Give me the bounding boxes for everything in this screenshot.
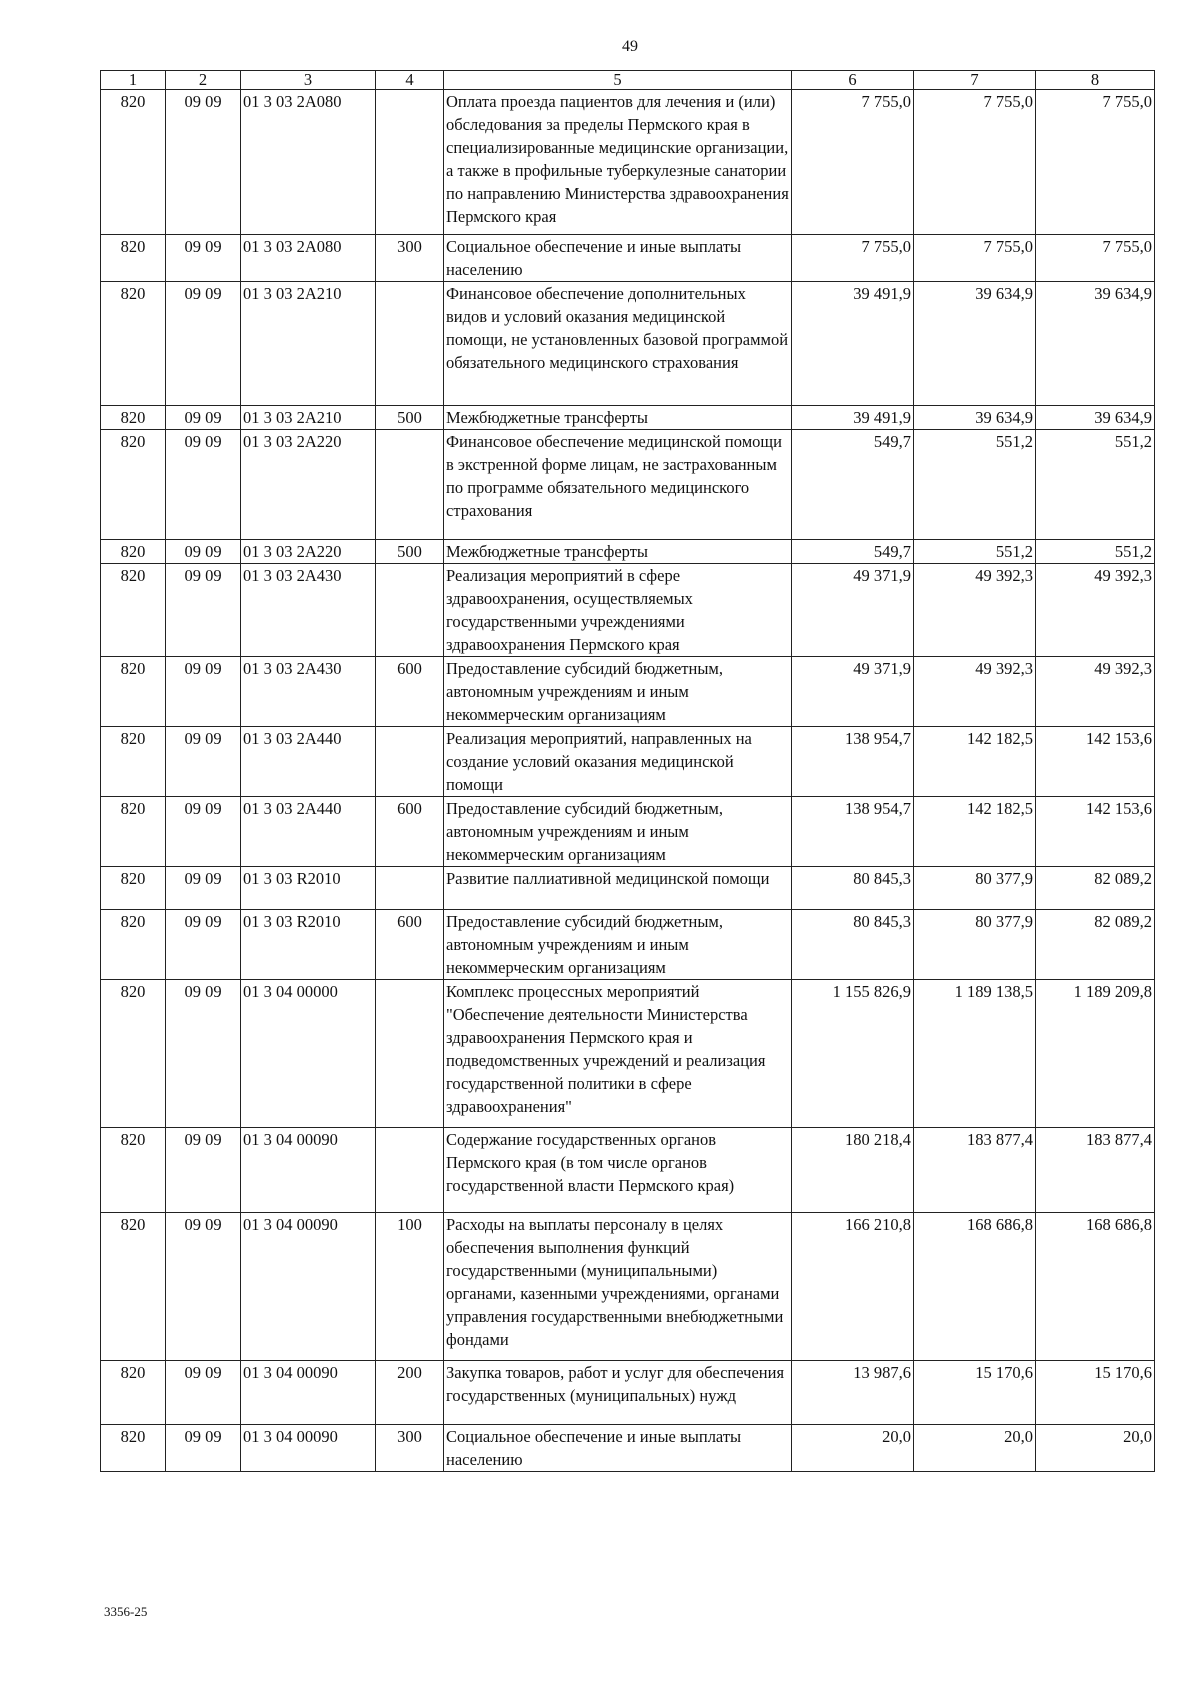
table-row (101, 90, 1155, 235)
cell-amount-8: 7 755,0 (1036, 90, 1155, 235)
cell-code-3: 01 3 04 00090 (241, 1213, 376, 1361)
table-body (101, 90, 1155, 1472)
cell-amount-7: 142 182,5 (914, 797, 1036, 867)
cell-amount-6: 80 845,3 (792, 910, 914, 980)
cell-code-3: 01 3 04 00090 (241, 1425, 376, 1472)
column-header: 2 (166, 71, 241, 90)
table-row (101, 1425, 1155, 1472)
cell-code-2: 09 09 (166, 657, 241, 727)
cell-amount-7: 142 182,5 (914, 727, 1036, 797)
cell-code-4: 600 (376, 657, 444, 727)
cell-code-2: 09 09 (166, 1425, 241, 1472)
column-header: 1 (101, 71, 166, 90)
cell-code-3: 01 3 04 00000 (241, 980, 376, 1128)
cell-amount-6: 39 491,9 (792, 282, 914, 406)
cell-amount-8: 20,0 (1036, 1425, 1155, 1472)
cell-code-4: 100 (376, 1213, 444, 1361)
table-row (101, 1213, 1155, 1361)
cell-description: Оплата проезда пациентов для лечения и (или) обследования за пределы Пермского края в специализированные медицинские организации, а также в профильные туберкулезные санатории по направлению Министерства здравоохранения Пермского края (444, 90, 792, 235)
cell-code-4: 600 (376, 910, 444, 980)
table-row (101, 282, 1155, 406)
table-row (101, 657, 1155, 727)
cell-code-2: 09 09 (166, 867, 241, 910)
cell-amount-7: 80 377,9 (914, 867, 1036, 910)
cell-amount-7: 7 755,0 (914, 235, 1036, 282)
cell-code-3: 01 3 03 2А210 (241, 406, 376, 430)
cell-code-2: 09 09 (166, 1213, 241, 1361)
cell-code-4: 200 (376, 1361, 444, 1425)
cell-code-4 (376, 867, 444, 910)
column-header: 5 (444, 71, 792, 90)
table-header-row (101, 71, 1155, 90)
cell-amount-7: 39 634,9 (914, 406, 1036, 430)
cell-description: Закупка товаров, работ и услуг для обеспечения государственных (муниципальных) нужд (444, 1361, 792, 1425)
cell-code-1: 820 (101, 406, 166, 430)
cell-code-1: 820 (101, 1213, 166, 1361)
cell-code-4 (376, 1128, 444, 1213)
cell-amount-7: 15 170,6 (914, 1361, 1036, 1425)
table-row (101, 406, 1155, 430)
cell-code-1: 820 (101, 1128, 166, 1213)
cell-amount-8: 142 153,6 (1036, 727, 1155, 797)
table-row (101, 727, 1155, 797)
table-row (101, 867, 1155, 910)
column-header: 4 (376, 71, 444, 90)
column-header: 3 (241, 71, 376, 90)
cell-code-4 (376, 282, 444, 406)
cell-amount-6: 1 155 826,9 (792, 980, 914, 1128)
table-row (101, 1361, 1155, 1425)
cell-amount-7: 80 377,9 (914, 910, 1036, 980)
cell-amount-8: 82 089,2 (1036, 910, 1155, 980)
cell-amount-8: 551,2 (1036, 430, 1155, 540)
table-row (101, 797, 1155, 867)
table-row (101, 980, 1155, 1128)
cell-code-2: 09 09 (166, 430, 241, 540)
cell-amount-8: 551,2 (1036, 540, 1155, 564)
cell-code-4 (376, 564, 444, 657)
cell-description: Развитие паллиативной медицинской помощи (444, 867, 792, 910)
cell-code-4: 300 (376, 1425, 444, 1472)
budget-table (100, 70, 1155, 1472)
cell-code-1: 820 (101, 867, 166, 910)
cell-code-2: 09 09 (166, 1128, 241, 1213)
cell-code-4: 300 (376, 235, 444, 282)
cell-code-2: 09 09 (166, 540, 241, 564)
cell-description: Социальное обеспечение и иные выплаты населению (444, 235, 792, 282)
cell-code-2: 09 09 (166, 1361, 241, 1425)
page-number: 49 (622, 38, 638, 55)
cell-description: Социальное обеспечение и иные выплаты населению (444, 1425, 792, 1472)
cell-amount-7: 39 634,9 (914, 282, 1036, 406)
cell-amount-6: 7 755,0 (792, 90, 914, 235)
cell-description: Комплекс процессных мероприятий "Обеспечение деятельности Министерства здравоохранения Пермского края и подведомственных учреждений и реализация государственной политики в сфере здравоохранения" (444, 980, 792, 1128)
document-code: 3356-25 (104, 1604, 148, 1619)
cell-amount-8: 15 170,6 (1036, 1361, 1155, 1425)
cell-amount-6: 20,0 (792, 1425, 914, 1472)
cell-code-2: 09 09 (166, 564, 241, 657)
cell-code-1: 820 (101, 540, 166, 564)
column-header: 7 (914, 71, 1036, 90)
cell-description: Предоставление субсидий бюджетным, автономным учреждениям и иным некоммерческим организациям (444, 797, 792, 867)
cell-amount-8: 183 877,4 (1036, 1128, 1155, 1213)
cell-amount-7: 183 877,4 (914, 1128, 1036, 1213)
cell-code-3: 01 3 03 2А220 (241, 430, 376, 540)
cell-code-2: 09 09 (166, 910, 241, 980)
cell-description: Реализация мероприятий в сфере здравоохранения, осуществляемых государственными учреждениями здравоохранения Пермского края (444, 564, 792, 657)
cell-amount-8: 39 634,9 (1036, 282, 1155, 406)
cell-code-4 (376, 980, 444, 1128)
cell-amount-7: 551,2 (914, 430, 1036, 540)
cell-description: Предоставление субсидий бюджетным, автономным учреждениям и иным некоммерческим организациям (444, 910, 792, 980)
cell-amount-7: 168 686,8 (914, 1213, 1036, 1361)
column-header: 8 (1036, 71, 1155, 90)
cell-description: Содержание государственных органов Пермского края (в том числе органов государственной власти Пермского края) (444, 1128, 792, 1213)
cell-code-1: 820 (101, 430, 166, 540)
cell-code-3: 01 3 03 2А440 (241, 797, 376, 867)
cell-code-4: 600 (376, 797, 444, 867)
cell-code-4: 500 (376, 406, 444, 430)
cell-description: Расходы на выплаты персоналу в целях обеспечения выполнения функций государственными (муниципальными) органами, казенными учреждениями, органами управления государственными внебюджетными фондами (444, 1213, 792, 1361)
cell-code-1: 820 (101, 282, 166, 406)
table-row (101, 564, 1155, 657)
cell-code-2: 09 09 (166, 282, 241, 406)
cell-code-2: 09 09 (166, 980, 241, 1128)
cell-code-3: 01 3 03 2А220 (241, 540, 376, 564)
cell-amount-6: 80 845,3 (792, 867, 914, 910)
table-row (101, 235, 1155, 282)
cell-description: Межбюджетные трансферты (444, 540, 792, 564)
cell-amount-7: 7 755,0 (914, 90, 1036, 235)
table-row (101, 430, 1155, 540)
cell-code-2: 09 09 (166, 727, 241, 797)
cell-amount-7: 551,2 (914, 540, 1036, 564)
cell-code-1: 820 (101, 1425, 166, 1472)
cell-code-3: 01 3 04 00090 (241, 1361, 376, 1425)
cell-code-1: 820 (101, 1361, 166, 1425)
cell-amount-6: 138 954,7 (792, 727, 914, 797)
cell-code-4 (376, 90, 444, 235)
table-row (101, 910, 1155, 980)
cell-description: Межбюджетные трансферты (444, 406, 792, 430)
cell-amount-6: 138 954,7 (792, 797, 914, 867)
cell-code-1: 820 (101, 797, 166, 867)
cell-amount-6: 13 987,6 (792, 1361, 914, 1425)
cell-code-3: 01 3 03 2А080 (241, 235, 376, 282)
cell-amount-8: 39 634,9 (1036, 406, 1155, 430)
cell-amount-6: 180 218,4 (792, 1128, 914, 1213)
cell-amount-7: 20,0 (914, 1425, 1036, 1472)
cell-amount-8: 142 153,6 (1036, 797, 1155, 867)
cell-code-1: 820 (101, 910, 166, 980)
cell-code-4 (376, 430, 444, 540)
cell-description: Финансовое обеспечение дополнительных видов и условий оказания медицинской помощи, не установленных базовой программой обязательного медицинского страхования (444, 282, 792, 406)
cell-code-2: 09 09 (166, 406, 241, 430)
cell-amount-6: 166 210,8 (792, 1213, 914, 1361)
cell-description: Реализация мероприятий, направленных на создание условий оказания медицинской помощи (444, 727, 792, 797)
cell-code-3: 01 3 04 00090 (241, 1128, 376, 1213)
cell-code-3: 01 3 03 2А430 (241, 564, 376, 657)
cell-amount-6: 549,7 (792, 540, 914, 564)
cell-code-3: 01 3 03 2А210 (241, 282, 376, 406)
cell-amount-6: 49 371,9 (792, 657, 914, 727)
cell-description: Финансовое обеспечение медицинской помощи в экстренной форме лицам, не застрахованным по программе обязательного медицинского страхования (444, 430, 792, 540)
cell-amount-8: 82 089,2 (1036, 867, 1155, 910)
table-row (101, 1128, 1155, 1213)
cell-code-1: 820 (101, 564, 166, 657)
cell-amount-8: 49 392,3 (1036, 657, 1155, 727)
column-header: 6 (792, 71, 914, 90)
cell-amount-8: 7 755,0 (1036, 235, 1155, 282)
cell-code-4 (376, 727, 444, 797)
cell-amount-8: 49 392,3 (1036, 564, 1155, 657)
cell-amount-6: 39 491,9 (792, 406, 914, 430)
cell-code-2: 09 09 (166, 90, 241, 235)
cell-code-2: 09 09 (166, 797, 241, 867)
cell-amount-6: 549,7 (792, 430, 914, 540)
cell-code-1: 820 (101, 235, 166, 282)
cell-code-1: 820 (101, 657, 166, 727)
cell-code-3: 01 3 03 2А080 (241, 90, 376, 235)
cell-code-1: 820 (101, 980, 166, 1128)
cell-amount-8: 1 189 209,8 (1036, 980, 1155, 1128)
cell-code-3: 01 3 03 2А430 (241, 657, 376, 727)
cell-amount-7: 49 392,3 (914, 657, 1036, 727)
cell-description: Предоставление субсидий бюджетным, автономным учреждениям и иным некоммерческим организациям (444, 657, 792, 727)
cell-amount-6: 7 755,0 (792, 235, 914, 282)
cell-amount-8: 168 686,8 (1036, 1213, 1155, 1361)
cell-amount-7: 1 189 138,5 (914, 980, 1036, 1128)
cell-code-4: 500 (376, 540, 444, 564)
cell-code-3: 01 3 03 R2010 (241, 910, 376, 980)
cell-amount-7: 49 392,3 (914, 564, 1036, 657)
cell-code-2: 09 09 (166, 235, 241, 282)
cell-amount-6: 49 371,9 (792, 564, 914, 657)
cell-code-3: 01 3 03 2А440 (241, 727, 376, 797)
cell-code-3: 01 3 03 R2010 (241, 867, 376, 910)
table-row (101, 540, 1155, 564)
cell-code-1: 820 (101, 727, 166, 797)
cell-code-1: 820 (101, 90, 166, 235)
